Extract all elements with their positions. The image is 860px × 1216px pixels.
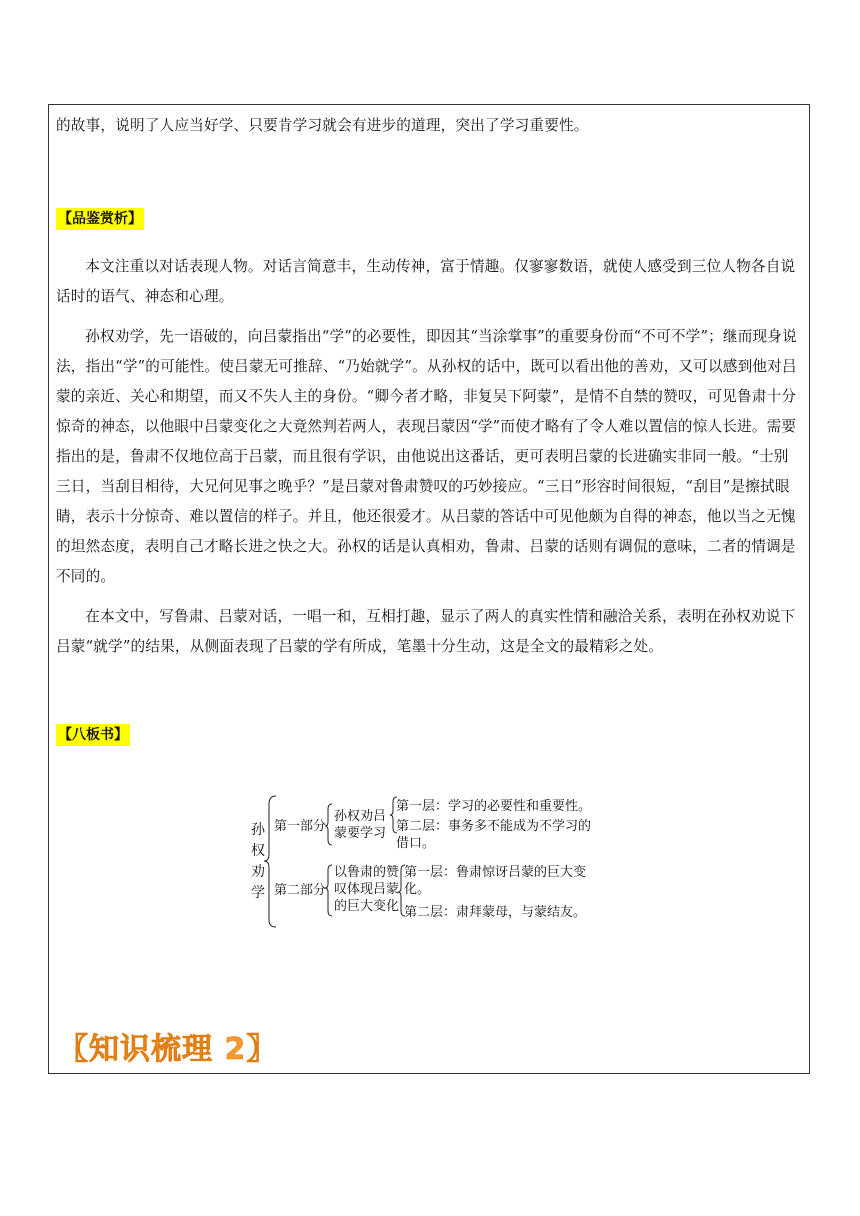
section-title-blackboard: 【八板书】 <box>56 724 130 746</box>
root-char-1: 孙 <box>251 822 265 838</box>
paragraph-2: 孙权劝学，先一语破的，向吕蒙指出“学”的必要性，即因其“当涂掌事”的重要身份而“不可不学”；继而现身说法，指出“学”的可能性。使吕蒙无可推辞、“乃始就学”。从孙权的话中，既可以看出他的善劝，又可以感到他对吕蒙的亲近、关心和期望，而又不失人主的身份。“卿今者才略，非复吴下阿蒙”，是情不自禁的赞叹，可见鲁肃十分惊奇的神态，以他眼中吕蒙变化之大竟然判若两人，表现吕蒙因“学”而使才略有了令人难以置信的惊人长进。需要指出的是，鲁肃不仅地位高于吕蒙，而且很有学识，由他说出这番话，更可表明吕蒙的长进确实非同一般。“士别三日，当刮目相待，大兄何见事之晚乎？”是吕蒙对鲁肃赞叹的巧妙接应。“三日”形容时间很短，“刮目”是擦拭眼睛，表示十分惊奇、难以置信的样子。并且，他还很爱才。从吕蒙的答话中可见他颇为自得的神态，他以当之无愧的坦然态度，表明自己才略长进之快之大。孙权的话是认真相劝，鲁肃、吕蒙的话则有调侃的意味，二者的情调是不同的。 <box>56 328 797 585</box>
intro-text: 的故事，说明了人应当好学、只要肯学习就会有进步的道理，突出了学习重要性。 <box>56 117 589 134</box>
part1-layer1: 第一层：学习的必要性和重要性。 <box>396 799 592 814</box>
blackboard-diagram <box>250 794 600 930</box>
root-char-2: 权 <box>251 843 265 859</box>
part1-layer2: 第二层：事务多不能成为不学习的借口。 <box>396 819 592 851</box>
root-char-4: 学 <box>251 885 265 901</box>
part1-label: 第一部分 <box>274 819 327 834</box>
paragraph-1: 本文注重以对话表现人物。对话言简意丰，生动传神，富于情趣。仅寥寥数语，就使人感受到三位人物各自说话时的语气、神态和心理。 <box>56 258 796 305</box>
section-title-appreciation: 【品鉴赏析】 <box>56 208 144 230</box>
part2-layer1: 第一层：鲁肃惊讶吕蒙的巨大变化。 <box>404 865 587 897</box>
section-title-knowledge: 〖知识梳理 2〗 <box>58 1032 278 1067</box>
part2-label: 第二部分 <box>274 883 327 898</box>
part1-theme: 孙权劝吕蒙要学习 <box>334 809 387 841</box>
part2-layer2: 第二层：肃拜蒙母，与蒙结友。 <box>404 905 587 920</box>
paragraph-3: 在本文中，写鲁肃、吕蒙对话，一唱一和，互相打趣，显示了两人的真实性情和融洽关系，表明在孙权劝说下吕蒙“就学”的结果，从侧面表现了吕蒙的学有所成，笔墨十分生动，这是全文的最精彩之处。 <box>56 608 796 655</box>
root-char-3: 劝 <box>251 864 265 880</box>
part2-theme: 以鲁肃的赞叹体现吕蒙的巨大变化 <box>334 865 400 914</box>
